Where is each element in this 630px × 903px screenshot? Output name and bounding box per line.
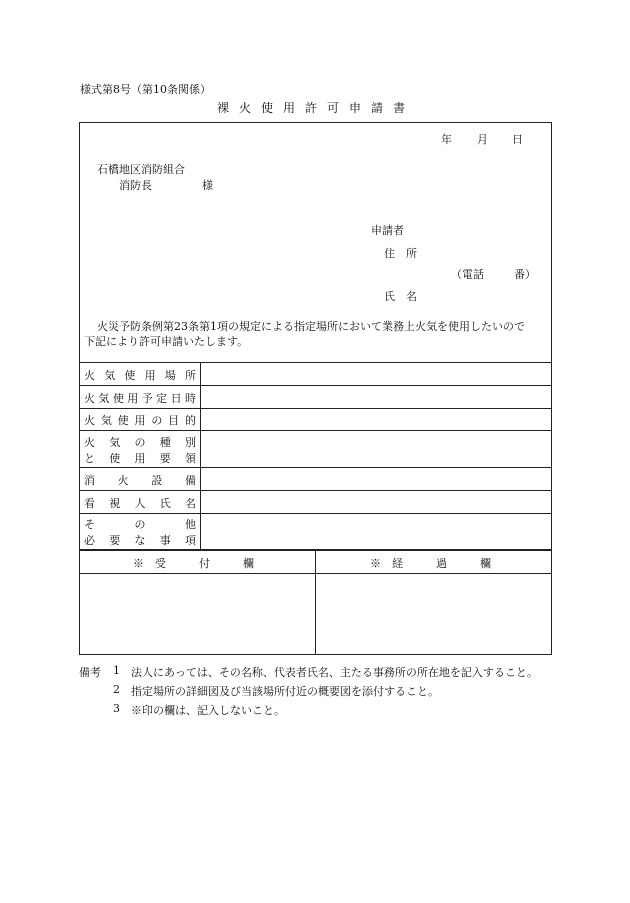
row-label-fire-type-2: と使用要領 bbox=[84, 452, 196, 465]
row-label-schedule: 火気使用予定日時 bbox=[84, 392, 196, 405]
applicant-address: 住 所 bbox=[384, 247, 417, 260]
title-char: 可 bbox=[326, 101, 339, 115]
title-char: 書 bbox=[392, 101, 405, 115]
title-char: 許 bbox=[304, 101, 317, 115]
row-label-other: その他 bbox=[84, 518, 196, 531]
table-divider bbox=[79, 385, 552, 386]
applicant-phone-close: 番） bbox=[514, 268, 536, 281]
recipient-org: 石橋地区消防組合 bbox=[97, 163, 185, 176]
title-char: 申 bbox=[348, 101, 361, 115]
title-char: 使 bbox=[260, 101, 273, 115]
title-char: 用 bbox=[282, 101, 295, 115]
date-month: 月 bbox=[477, 133, 488, 146]
date-year: 年 bbox=[441, 133, 452, 146]
applicant-phone-open: （電話 bbox=[451, 268, 484, 281]
note-text: 法人にあっては、その名称、代表者氏名、主たる事務所の所在地を記入すること。 bbox=[131, 666, 538, 679]
title-char: 裸 bbox=[216, 101, 229, 115]
date-day: 日 bbox=[512, 133, 523, 146]
note-text: ※印の欄は、記入しないこと。 bbox=[131, 704, 285, 717]
receipt-column-divider bbox=[315, 549, 316, 655]
table-divider bbox=[79, 513, 552, 514]
recipient-chief: 消防長 bbox=[119, 179, 152, 192]
form-number: 様式第8号（第10条関係） bbox=[80, 83, 211, 96]
row-label-extinguisher: 消火設備 bbox=[84, 474, 196, 487]
row-label-watcher: 看視人氏名 bbox=[84, 497, 196, 510]
table-divider bbox=[79, 362, 552, 363]
note-text: 指定場所の詳細図及び当該場所付近の概要図を添付すること。 bbox=[131, 685, 439, 698]
label-column-divider bbox=[200, 362, 201, 549]
title-char: 火 bbox=[238, 101, 251, 115]
row-label-other-2: 必要な事項 bbox=[84, 534, 196, 547]
recipient-sama: 様 bbox=[202, 179, 213, 192]
row-label-fire-type: 火気の種別 bbox=[84, 436, 196, 449]
applicant-label: 申請者 bbox=[371, 224, 404, 237]
note-number: 1 bbox=[113, 664, 120, 677]
body-text-line-2: 下記により許可申請いたします。 bbox=[84, 335, 249, 348]
body-text-line-1: 火災予防条例第23条第1項の規定による指定場所において業務上火気を使用したいので bbox=[97, 320, 525, 333]
applicant-name: 氏 名 bbox=[384, 290, 417, 303]
table-divider bbox=[79, 430, 552, 431]
page-title bbox=[212, 99, 410, 116]
note-number: 3 bbox=[113, 702, 120, 715]
table-divider bbox=[79, 408, 552, 409]
receipt-header: ※ 受 付 欄 bbox=[133, 557, 254, 570]
notes-label: 備考 bbox=[79, 666, 101, 679]
table-divider bbox=[79, 490, 552, 491]
note-number: 2 bbox=[113, 683, 120, 696]
progress-header: ※ 経 過 欄 bbox=[370, 557, 491, 570]
row-label-fire-location: 火気使用場所 bbox=[84, 369, 196, 382]
row-label-purpose: 火気使用の目的 bbox=[84, 414, 196, 427]
table-divider bbox=[79, 467, 552, 468]
title-char: 請 bbox=[370, 101, 383, 115]
